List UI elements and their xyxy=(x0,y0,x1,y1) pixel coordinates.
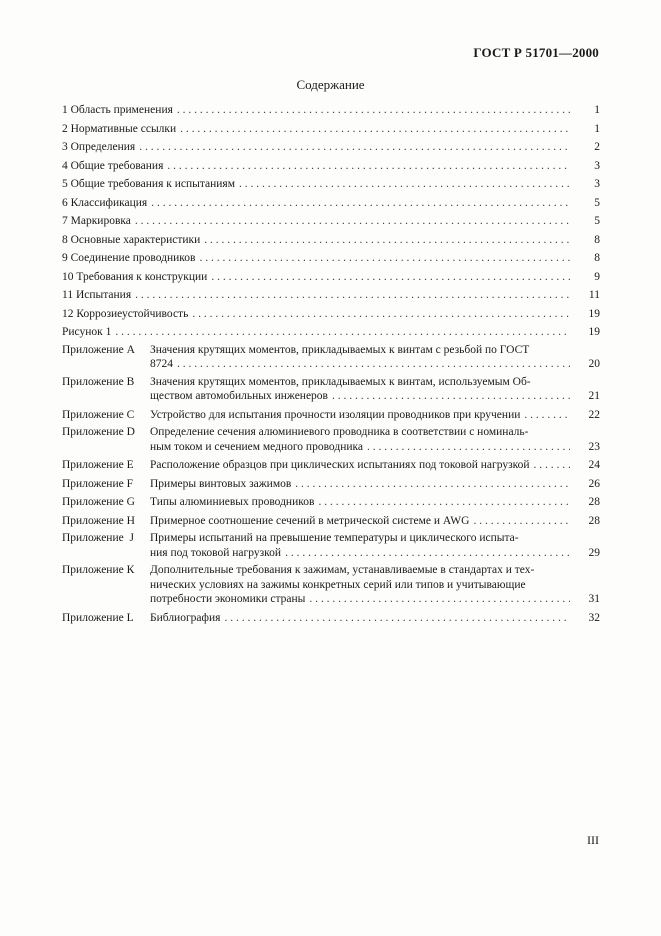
toc-entry xyxy=(62,375,600,404)
toc-entry xyxy=(62,176,600,192)
toc-entry xyxy=(62,563,600,607)
dot-leader xyxy=(139,140,570,155)
toc-entry-page: 19 xyxy=(588,326,600,338)
toc-entry-title-line: Определения xyxy=(70,141,136,153)
dot-leader xyxy=(135,214,570,229)
toc-entry-title-line: Нормативные ссылки xyxy=(70,122,177,135)
toc-entry-page: 28 xyxy=(588,514,600,527)
dot-leader xyxy=(199,251,570,266)
toc-entry-page: 29 xyxy=(588,546,600,559)
toc-entry xyxy=(62,232,600,248)
toc-entry-title-line: Дополнительные требования к зажимам, устанавливаемые в стандартах и тех- xyxy=(150,564,535,576)
dot-leader xyxy=(167,159,570,174)
toc-entry-title-line: Примеры испытаний на превышение температуры и циклического испыта- xyxy=(150,532,519,544)
toc-entry xyxy=(62,269,600,285)
toc-entry-title-line: потребности экономики страны xyxy=(150,593,306,605)
toc-entry xyxy=(62,407,600,423)
toc-entry-page: 28 xyxy=(588,496,600,508)
table-of-contents xyxy=(62,102,600,628)
dot-leader xyxy=(211,270,570,285)
toc-entry xyxy=(62,531,600,560)
toc-entry-page: 21 xyxy=(588,390,600,402)
toc-entry-number: 9 xyxy=(62,252,71,264)
toc-entry xyxy=(62,287,600,303)
toc-entry xyxy=(62,121,600,137)
document-id: ГОСТ Р 51701—2000 xyxy=(473,45,599,60)
toc-entry-title-line: Общие требования xyxy=(70,159,164,172)
toc-entry-page: 24 xyxy=(588,459,600,471)
dot-leader xyxy=(115,325,570,340)
toc-entry-number: 6 xyxy=(62,196,71,209)
dot-leader xyxy=(309,592,570,607)
toc-entry-title-line: Область применения xyxy=(70,104,173,116)
toc-entry xyxy=(62,513,600,529)
toc-entry-number: Приложение Н xyxy=(62,514,135,527)
toc-entry xyxy=(62,102,600,118)
toc-entry xyxy=(62,195,600,211)
dot-leader xyxy=(524,408,570,423)
toc-entry-number: Приложение К xyxy=(62,564,135,576)
dot-leader xyxy=(135,288,570,303)
dot-leader xyxy=(177,357,570,372)
toc-entry-number: Приложение F xyxy=(62,477,133,490)
toc-entry-title-line: Библиография xyxy=(150,611,221,624)
dot-leader xyxy=(204,233,570,248)
toc-entry-title-line: Классификация xyxy=(70,196,148,209)
toc-entry-page: 20 xyxy=(588,358,600,370)
toc-entry-page: 26 xyxy=(588,477,600,490)
toc-entry xyxy=(62,306,600,322)
toc-entry-title-line: ществом автомобильных инженеров xyxy=(150,390,328,402)
toc-entry-title-line: Типы алюминиевых проводников xyxy=(150,496,315,508)
toc-entry-title-line: Рисунок 1 xyxy=(62,326,112,338)
toc-entry-page: 1 xyxy=(594,122,600,135)
toc-entry xyxy=(62,343,600,372)
toc-entry-title-line: Значения крутящих моментов, прикладываемых к винтам с резьбой по ГОСТ xyxy=(150,343,530,356)
toc-entry-title-line: Основные характеристики xyxy=(70,233,201,246)
toc-entry-page: 22 xyxy=(588,408,600,421)
dot-leader xyxy=(332,389,570,404)
toc-entry-number: Приложение А xyxy=(62,343,135,356)
dot-leader xyxy=(318,495,570,510)
toc-entry xyxy=(62,213,600,229)
toc-entry-number: 12 xyxy=(62,307,77,320)
page-folio: III xyxy=(587,833,599,847)
toc-entry-page: 8 xyxy=(594,252,600,264)
toc-entry-title-line: Примеры винтовых зажимов xyxy=(150,477,292,490)
toc-entry-title-line: 8724 xyxy=(150,358,173,370)
toc-entry-title-line: Общие требования к испытаниям xyxy=(70,178,235,190)
toc-entry-title-line: Определение сечения алюминиевого проводника в соответствии с номиналь- xyxy=(150,426,529,438)
toc-entry-number: 7 xyxy=(62,215,71,227)
toc-entry-page: 8 xyxy=(594,233,600,246)
dot-leader xyxy=(224,611,570,626)
dot-leader xyxy=(180,122,570,137)
dot-leader xyxy=(295,477,570,492)
toc-entry xyxy=(62,250,600,266)
dot-leader xyxy=(239,177,570,192)
toc-entry-page: 5 xyxy=(594,215,600,227)
dot-leader xyxy=(177,103,570,118)
dot-leader xyxy=(151,196,570,211)
toc-entry xyxy=(62,610,600,626)
toc-entry-number: 8 xyxy=(62,233,71,246)
toc-entry-number: 4 xyxy=(62,159,71,172)
toc-entry xyxy=(62,476,600,492)
toc-entry-number: Приложение J xyxy=(62,532,134,544)
toc-entry-title-line: Коррозиеустойчивость xyxy=(76,307,189,320)
toc-entry-page: 3 xyxy=(594,178,600,190)
toc-entry-title-line: ния под токовой нагрузкой xyxy=(150,546,282,559)
toc-entry-number: Приложение G xyxy=(62,496,135,508)
toc-entry xyxy=(62,158,600,174)
dot-leader xyxy=(473,514,570,529)
dot-leader xyxy=(285,546,570,561)
toc-entry-number: Приложение С xyxy=(62,408,135,421)
toc-entry-number: 5 xyxy=(62,178,71,190)
toc-entry-title-line: Устройство для испытания прочности изоляции проводников при кручении xyxy=(150,408,521,421)
dot-leader xyxy=(192,307,570,322)
toc-entry-page: 32 xyxy=(588,611,600,624)
toc-entry-title-line: Расположение образцов при циклических испытаниях под токовой нагрузкой xyxy=(150,459,530,471)
toc-entry-number: 2 xyxy=(62,122,71,135)
toc-entry-title-line: Соединение проводников xyxy=(70,252,196,264)
toc-entry-number: 11 xyxy=(62,289,76,301)
toc-entry-title-line: нических условиях на зажимы конкретных серий или типов и учитывающие xyxy=(150,578,526,591)
toc-entry-page: 1 xyxy=(594,104,600,116)
toc-entry-number: 10 xyxy=(62,270,77,283)
toc-entry-page: 23 xyxy=(588,440,600,453)
toc-entry-page: 5 xyxy=(594,196,600,209)
toc-entry-page: 3 xyxy=(594,159,600,172)
toc-entry-number: Приложение L xyxy=(62,611,134,624)
toc-entry-number: Приложение В xyxy=(62,375,135,388)
toc-entry-number: Приложение D xyxy=(62,426,135,438)
toc-entry-number: 1 xyxy=(62,104,71,116)
toc-entry-page: 2 xyxy=(594,141,600,153)
toc-entry-title-line: Испытания xyxy=(75,289,132,301)
toc-entry-page: 9 xyxy=(594,270,600,283)
dot-leader xyxy=(534,458,570,473)
toc-entry-page: 19 xyxy=(588,307,600,320)
toc-entry-title-line: Требования к конструкции xyxy=(76,270,208,283)
toc-entry-title-line: Маркировка xyxy=(70,215,131,227)
toc-entry-number: 3 xyxy=(62,141,71,153)
toc-entry-title-line: ным током и сечением медного проводника xyxy=(150,440,364,453)
toc-entry-page: 11 xyxy=(588,289,600,301)
toc-entry xyxy=(62,425,600,454)
toc-entry xyxy=(62,139,600,155)
toc-entry-number: Приложение Е xyxy=(62,459,134,471)
toc-entry-title-line: Значения крутящих моментов, прикладываемых к винтам, используемым Об- xyxy=(150,375,531,388)
toc-entry-page: 31 xyxy=(588,593,600,605)
toc-entry xyxy=(62,324,600,340)
toc-entry-title-line: Примерное соотношение сечений в метрической системе и AWG xyxy=(150,514,470,527)
dot-leader xyxy=(367,440,570,455)
toc-title: Содержание xyxy=(296,77,365,92)
toc-entry xyxy=(62,457,600,473)
toc-entry xyxy=(62,494,600,510)
